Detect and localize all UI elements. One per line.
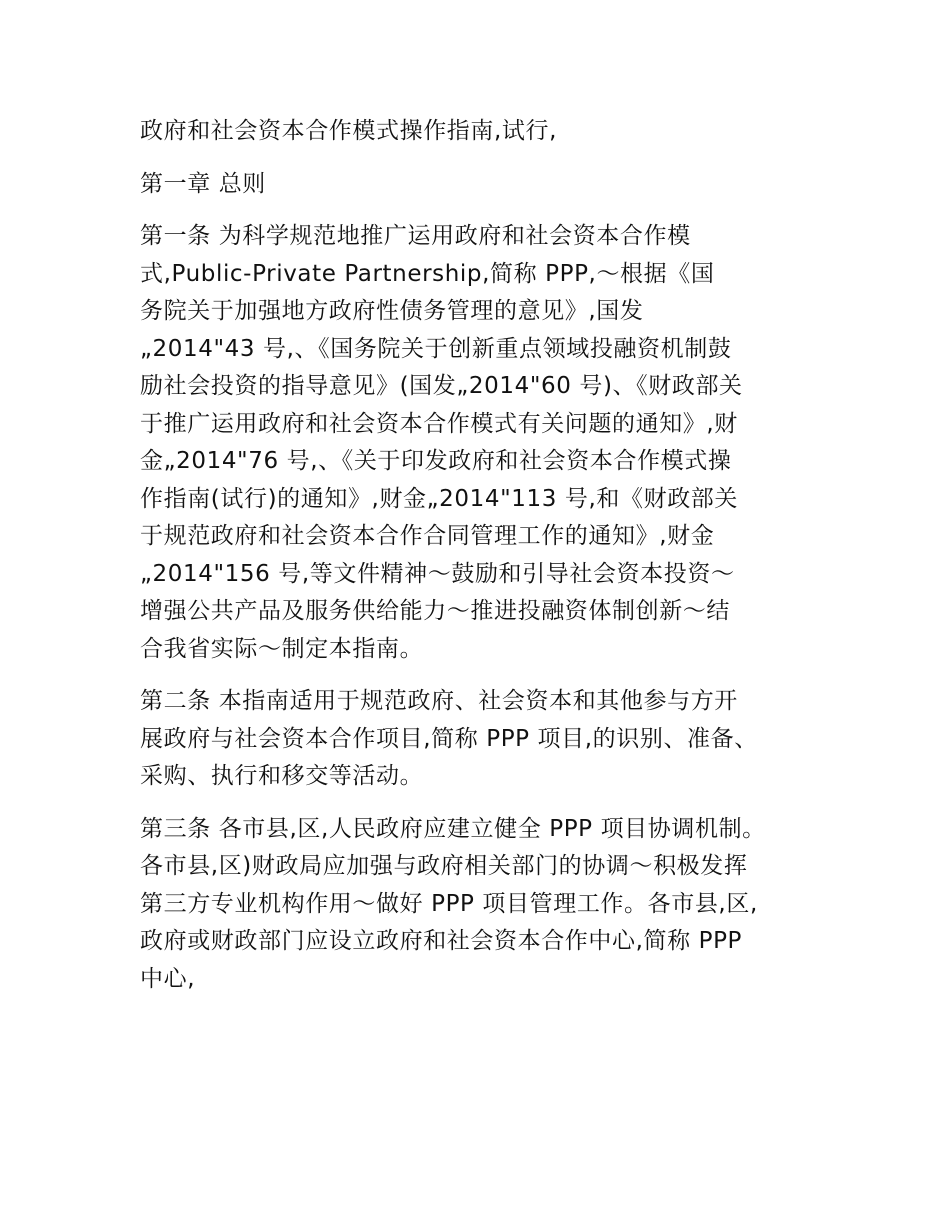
text-line: 第三方专业机构作用～做好 PPP 项目管理工作。各市县,区, (140, 890, 758, 917)
text-line: 励社会投资的指导意见》(国发„2014"60 号)、《财政部关 (140, 373, 743, 399)
text-line: „2014"156 号,等文件精神～鼓励和引导社会资本投资～ (140, 560, 735, 587)
text-line: 于规范政府和社会资本合作合同管理工作的通知》,财金 (140, 523, 715, 549)
text-line: 第一条 为科学规范地推广运用政府和社会资本合作模 (140, 223, 691, 249)
text-line: 第二条 本指南适用于规范政府、社会资本和其他参与方开 (140, 688, 738, 714)
text-line: 于推广运用政府和社会资本合作模式有关问题的通知》,财 (140, 410, 738, 437)
text-line: „2014"43 号,、《国务院关于创新重点领域投融资机制鼓 (140, 335, 732, 362)
text-line: 政府或财政部门应设立政府和社会资本合作中心,简称 PPP (140, 928, 743, 954)
text-line: 作指南(试行)的通知》,财金„2014"113 号,和《财政部关 (140, 485, 739, 512)
article-2-paragraph (140, 683, 820, 796)
text-line: 第三条 各市县,区,人民政府应建立健全 PPP 项目协调机制。 (140, 815, 766, 842)
document-title (140, 113, 820, 151)
text-line: 采购、执行和移交等活动。 (140, 763, 424, 789)
text-line: 式,Public-Private Partnership,简称 PPP,～根据《国 (140, 260, 715, 287)
text-line: 各市县,区)财政局应加强与政府相关部门的协调～积极发挥 (140, 853, 748, 879)
text-line: 第一章 总则 (140, 170, 266, 197)
text-line: 增强公共产品及服务供给能力～推进投融资体制创新～结 (140, 598, 730, 624)
text-line: 务院关于加强地方政府性债务管理的意见》,国发 (140, 298, 644, 324)
text-line: 展政府与社会资本合作项目,简称 PPP 项目,的识别、准备、 (140, 725, 758, 752)
text-line: 合我省实际～制定本指南。 (140, 635, 424, 662)
article-1-paragraph (140, 218, 820, 668)
text-line: 中心, (140, 965, 196, 992)
text-line: 金„2014"76 号,、《关于印发政府和社会资本合作模式操 (140, 448, 732, 474)
text-line: 政府和社会资本合作模式操作指南,试行, (140, 118, 558, 144)
document-body (140, 113, 820, 1013)
article-3-paragraph (140, 811, 820, 999)
chapter-heading (140, 166, 820, 204)
